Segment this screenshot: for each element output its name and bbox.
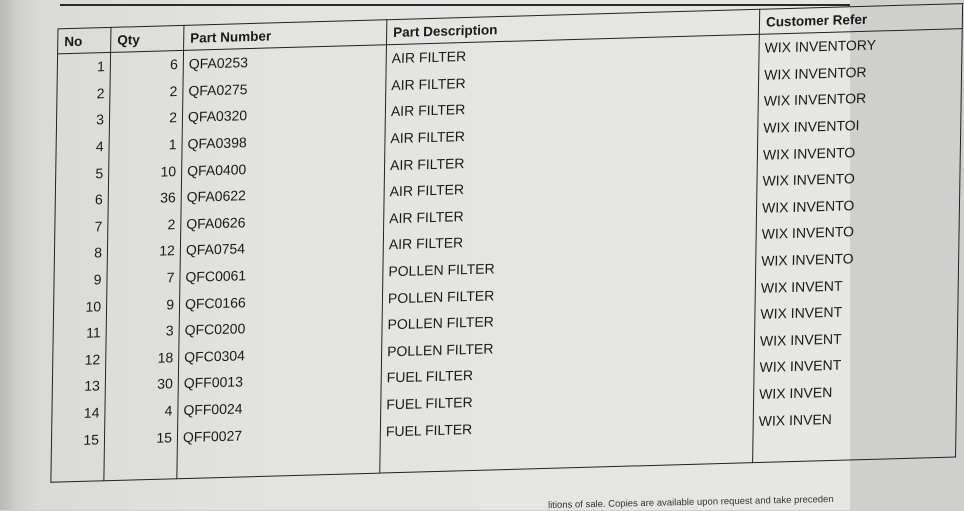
header-qty: Qty bbox=[111, 25, 184, 52]
cell-customer-reference: WIX INVENT bbox=[755, 295, 958, 327]
cell-qty: 2 bbox=[109, 104, 182, 133]
cell-part-description: FUEL FILTER bbox=[381, 354, 754, 391]
cell-part-description: POLLEN FILTER bbox=[382, 301, 755, 338]
cell-no: 14 bbox=[52, 399, 105, 427]
cell-no: 5 bbox=[56, 159, 109, 187]
cell-customer-reference: WIX INVENTORY bbox=[759, 29, 962, 62]
cell-qty: 6 bbox=[110, 50, 183, 79]
cell-customer-reference: WIX INVENT bbox=[754, 322, 957, 354]
cell-no: 8 bbox=[54, 239, 107, 267]
cell-part-number: QFA0398 bbox=[182, 125, 385, 157]
cell-customer-reference: WIX INVENTOI bbox=[758, 109, 961, 141]
cell-part-description: AIR FILTER bbox=[385, 115, 758, 152]
cell-no: 13 bbox=[52, 372, 105, 400]
cell-part-number: QFA0622 bbox=[181, 178, 384, 210]
header-part-description: Part Description bbox=[386, 9, 759, 44]
cell-part-description: POLLEN FILTER bbox=[382, 274, 755, 311]
cell-part-description: AIR FILTER bbox=[386, 34, 759, 72]
cell-part-description: AIR FILTER bbox=[384, 195, 757, 232]
cell-qty: 7 bbox=[107, 264, 180, 293]
cell-no: 11 bbox=[53, 319, 106, 347]
cell-no: 6 bbox=[55, 186, 108, 214]
cell-qty: 4 bbox=[105, 397, 178, 426]
cell-no: 7 bbox=[55, 213, 108, 241]
cell-part-number: QFC0061 bbox=[180, 258, 383, 290]
table-body bbox=[51, 29, 962, 483]
cell-customer-reference: WIX INVENTO bbox=[757, 162, 960, 194]
cell-part-number: QFA0400 bbox=[181, 152, 384, 184]
cell-part-description: AIR FILTER bbox=[384, 168, 757, 205]
cell-no: 1 bbox=[57, 52, 110, 81]
cell-part-number: QFA0754 bbox=[180, 232, 383, 264]
cell-customer-reference: WIX INVENTO bbox=[756, 242, 959, 274]
cell-customer-reference: WIX INVENT bbox=[754, 349, 957, 381]
cell-qty: 3 bbox=[106, 317, 179, 346]
cell-qty: 10 bbox=[108, 157, 181, 186]
spacer-cell bbox=[104, 450, 177, 481]
cell-part-number: QFC0304 bbox=[179, 338, 382, 370]
cell-part-number: QFC0166 bbox=[179, 285, 382, 317]
cell-part-number: QFA0253 bbox=[183, 45, 386, 78]
cell-part-number: QFF0013 bbox=[178, 365, 381, 397]
header-no: No bbox=[58, 27, 111, 54]
cell-qty: 36 bbox=[108, 184, 181, 213]
cell-customer-reference: WIX INVENTO bbox=[756, 189, 959, 221]
cell-no: 2 bbox=[57, 80, 110, 108]
cell-no: 15 bbox=[51, 426, 104, 454]
cell-part-description: AIR FILTER bbox=[384, 141, 757, 178]
cell-customer-reference: WIX INVENTOR bbox=[758, 56, 961, 88]
cell-part-number: QFA0320 bbox=[182, 98, 385, 130]
cell-qty: 15 bbox=[104, 424, 177, 453]
cell-part-number: QFA0626 bbox=[181, 205, 384, 237]
cell-part-description: POLLEN FILTER bbox=[383, 248, 756, 285]
cell-part-number: QFA0275 bbox=[183, 72, 386, 104]
cell-customer-reference: WIX INVEN bbox=[753, 375, 956, 407]
cell-qty: 2 bbox=[110, 78, 183, 107]
cell-customer-reference: WIX INVEN bbox=[753, 402, 956, 434]
cell-part-number: QFF0024 bbox=[178, 391, 381, 423]
cell-part-description: FUEL FILTER bbox=[381, 381, 754, 418]
cell-qty: 9 bbox=[106, 290, 179, 319]
parts-table bbox=[50, 3, 963, 483]
cell-customer-reference: WIX INVENTOR bbox=[758, 82, 961, 114]
cell-qty: 18 bbox=[106, 344, 179, 373]
cell-customer-reference: WIX INVENTO bbox=[757, 136, 960, 168]
cell-qty: 1 bbox=[109, 131, 182, 160]
spacer-cell bbox=[51, 452, 104, 482]
cell-no: 3 bbox=[56, 106, 109, 134]
cell-part-description: AIR FILTER bbox=[383, 221, 756, 258]
cell-no: 12 bbox=[53, 346, 106, 374]
cell-part-number: QFC0200 bbox=[179, 311, 382, 343]
cell-no: 10 bbox=[53, 292, 106, 320]
cell-customer-reference: WIX INVENT bbox=[755, 269, 958, 301]
cell-part-description: AIR FILTER bbox=[386, 61, 759, 98]
cell-part-description: POLLEN FILTER bbox=[381, 328, 754, 365]
footer-note: litions of sale. Copies are available upon request and take preceden bbox=[547, 494, 834, 511]
header-part-number: Part Number bbox=[184, 20, 387, 51]
cell-part-description: FUEL FILTER bbox=[380, 407, 753, 444]
cell-customer-reference: WIX INVENTO bbox=[756, 215, 959, 247]
spacer-cell bbox=[177, 444, 380, 478]
cell-no: 4 bbox=[56, 133, 109, 161]
cell-part-description: AIR FILTER bbox=[385, 88, 758, 125]
cell-qty: 12 bbox=[107, 237, 180, 266]
cell-qty: 30 bbox=[105, 370, 178, 399]
cell-part-number: QFF0027 bbox=[177, 418, 380, 450]
header-customer-reference: Customer Refer bbox=[759, 4, 962, 35]
spacer-cell bbox=[753, 428, 956, 462]
cell-qty: 2 bbox=[108, 211, 181, 240]
cell-no: 9 bbox=[54, 266, 107, 294]
